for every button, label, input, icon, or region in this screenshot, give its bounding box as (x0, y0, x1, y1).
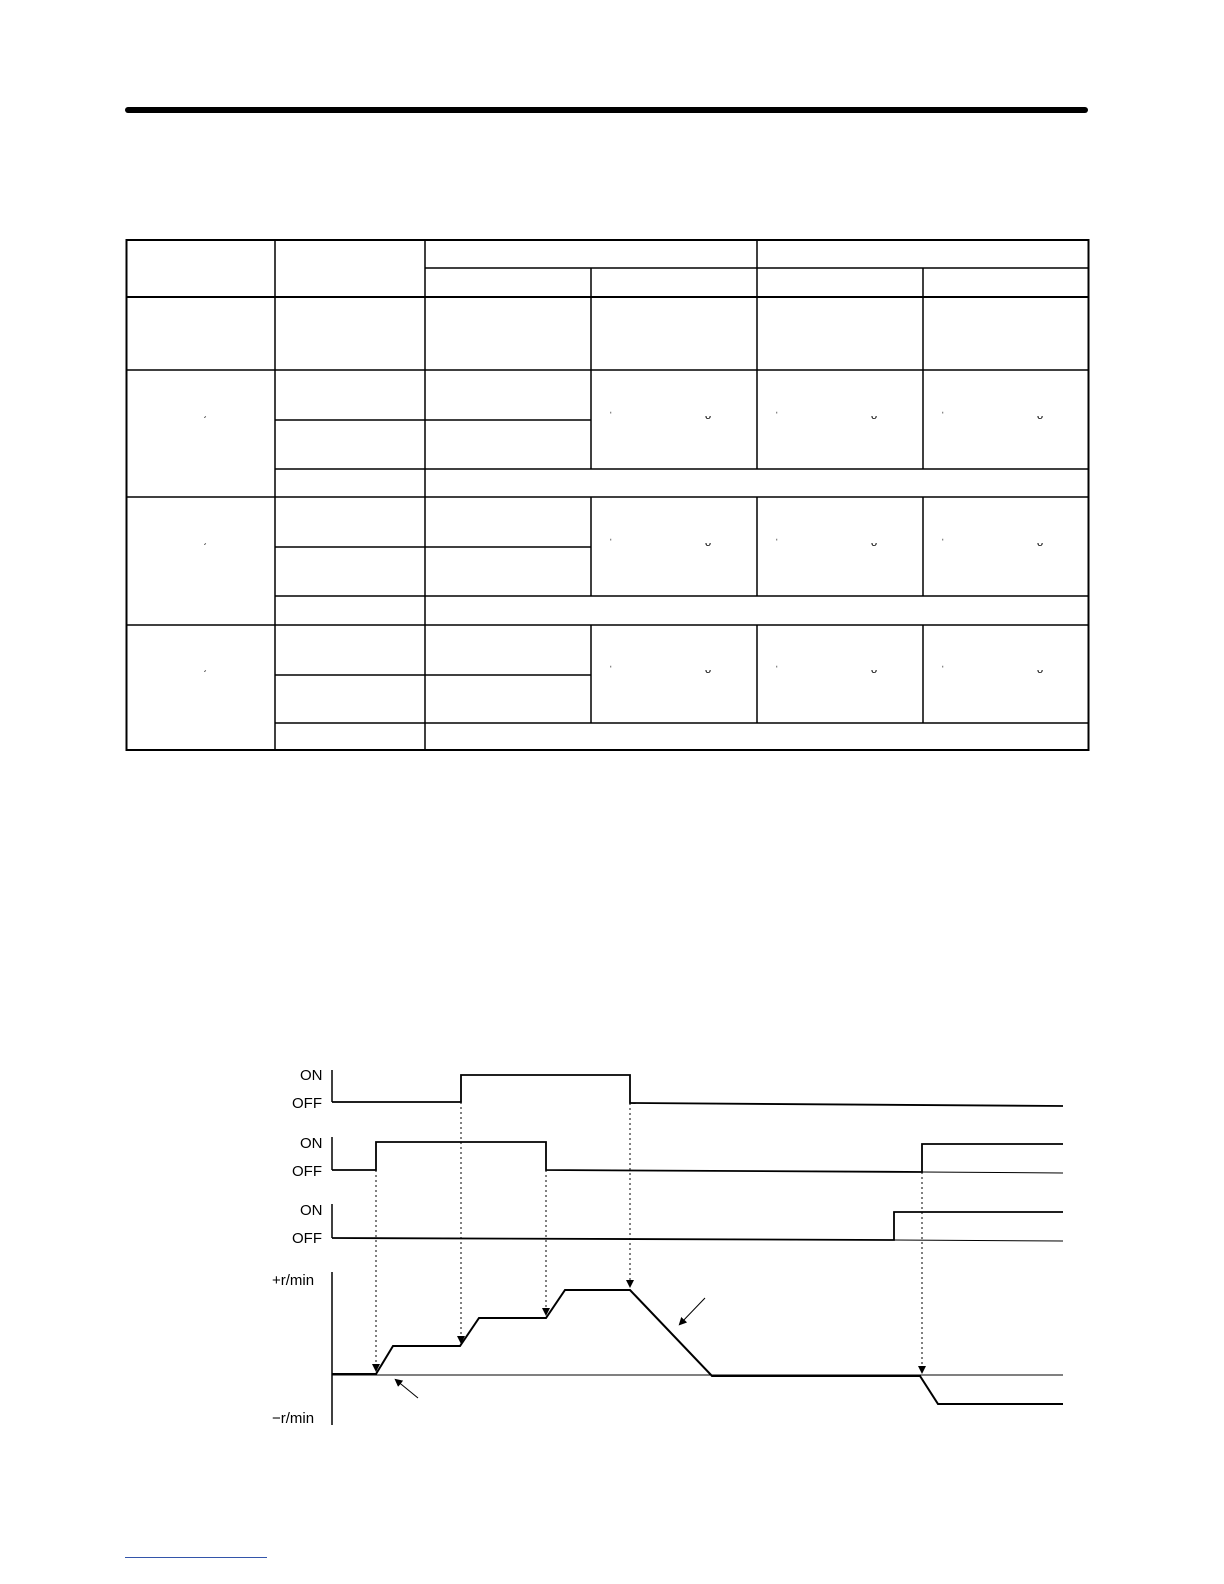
table-mark: ᴗ (705, 664, 712, 676)
table-mark: ᴗ (1037, 537, 1044, 549)
table-mark: ᴗ (1037, 664, 1044, 676)
table-mark: ᴗ (871, 537, 878, 549)
timing-chart (0, 1040, 1224, 1460)
table-mark: ˈ (775, 665, 779, 677)
table-mark: ᴗ (705, 537, 712, 549)
table-mark: ˈ (609, 411, 613, 423)
table-mark: ˏ (203, 534, 207, 546)
speed-positive-label: +r/min (272, 1272, 315, 1289)
table-mark: ˈ (775, 538, 779, 550)
signal1-trace (332, 1075, 1063, 1106)
table-mark: ˈ (941, 665, 945, 677)
table-mark: ˈ (941, 411, 945, 423)
table-mark: ᴗ (871, 664, 878, 676)
table-mark: ˏ (203, 407, 207, 419)
signal2-trace (332, 1142, 1063, 1172)
footer-link-rule (125, 1557, 267, 1558)
table-mark: ˏ (203, 661, 207, 673)
signal3-trace (332, 1212, 1063, 1240)
signal1-on-label: ON (300, 1067, 323, 1084)
table-mark: ᴗ (871, 410, 878, 422)
speed-trace (332, 1290, 1063, 1404)
signal2-on-label: ON (300, 1135, 323, 1152)
table-mark: ˈ (609, 538, 613, 550)
table-mark: ˈ (941, 538, 945, 550)
table-mark: ˈ (775, 411, 779, 423)
signal1-off-label: OFF (292, 1095, 322, 1112)
table-mark: ᴗ (705, 410, 712, 422)
signal2-off-label: OFF (292, 1163, 322, 1180)
speed-negative-label: −r/min (272, 1410, 315, 1427)
signal3-on-label: ON (300, 1202, 323, 1219)
signal3-off-label: OFF (292, 1230, 322, 1247)
table-mark: ˈ (609, 665, 613, 677)
table-mark: ᴗ (1037, 410, 1044, 422)
